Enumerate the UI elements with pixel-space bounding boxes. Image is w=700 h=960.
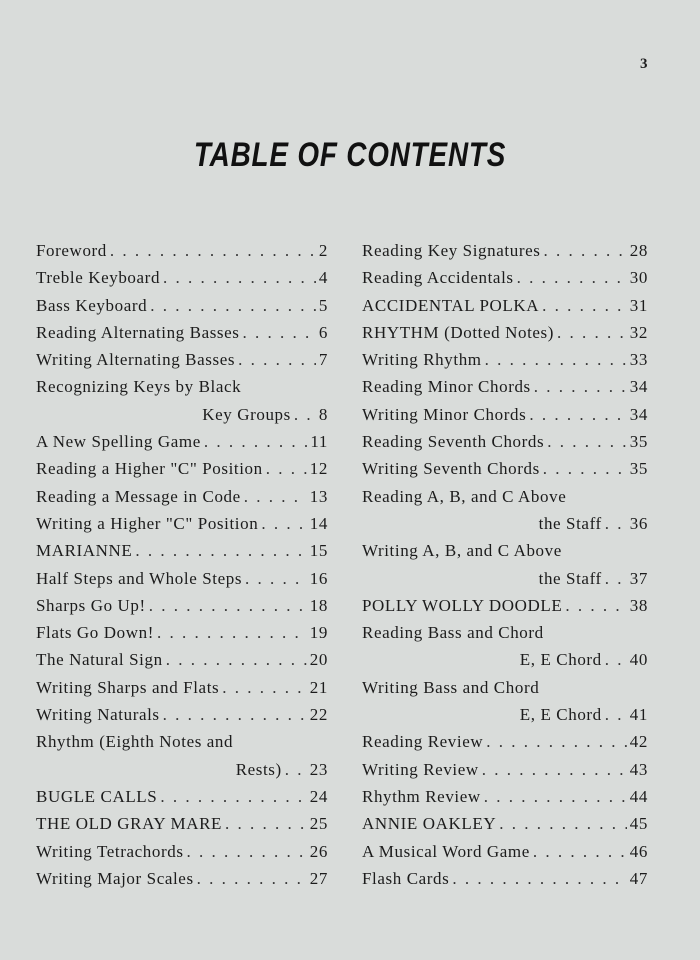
toc-entry-title: Treble Keyboard xyxy=(36,268,161,288)
dot-leader xyxy=(261,514,306,534)
dot-leader xyxy=(605,650,627,670)
toc-entry xyxy=(36,732,328,759)
toc-entry xyxy=(36,596,328,623)
toc-entry xyxy=(362,814,648,841)
toc-entry xyxy=(36,268,328,295)
toc-entry-page: 19 xyxy=(309,623,328,643)
toc-entry xyxy=(36,323,328,350)
toc-entry-page: 43 xyxy=(629,759,648,779)
toc-entry-title: Reading a Higher "C" Position xyxy=(36,459,263,479)
toc-entry-page: 42 xyxy=(629,732,648,752)
dot-leader xyxy=(543,459,627,479)
toc-entry-title: Writing Bass and Chord xyxy=(362,677,540,697)
toc-entry xyxy=(36,296,328,323)
dot-leader xyxy=(225,814,307,834)
toc-entry xyxy=(36,842,328,869)
toc-entry-continuation xyxy=(36,760,328,787)
dot-leader xyxy=(452,869,626,889)
toc-entry-page: 41 xyxy=(629,705,648,725)
dot-leader xyxy=(266,459,307,479)
toc-entry-page: 36 xyxy=(629,513,648,533)
toc-entry-title: Foreword xyxy=(36,241,107,260)
toc-entry xyxy=(362,869,648,896)
dot-leader xyxy=(163,705,307,725)
toc-entry-title: The Natural Sign xyxy=(36,650,163,670)
toc-entry-page: 38 xyxy=(629,595,648,615)
toc-entry-title: Bass Keyboard xyxy=(36,295,148,315)
toc-entry xyxy=(36,678,328,705)
toc-entry-page: 18 xyxy=(309,595,328,615)
toc-entry-title-continued: the Staff xyxy=(538,513,602,533)
dot-leader xyxy=(484,787,627,807)
toc-entry-title: Writing Rhythm xyxy=(362,350,482,370)
page-title: TABLE OF CONTENTS xyxy=(193,136,507,174)
toc-right-column xyxy=(362,241,648,896)
page-number: 3 xyxy=(640,56,648,72)
toc-entry-title: Writing Seventh Chords xyxy=(362,459,540,479)
toc-entry-page: 11 xyxy=(310,432,328,452)
toc-entry-title: A New Spelling Game xyxy=(36,432,201,452)
toc-entry-page: 34 xyxy=(629,377,648,397)
toc-left-column xyxy=(36,241,328,896)
toc-entry-title: Writing A, B, and C Above xyxy=(362,541,562,561)
toc-entry-page: 7 xyxy=(318,350,328,370)
dot-leader xyxy=(245,569,307,589)
toc-entry xyxy=(362,842,648,869)
dot-leader xyxy=(197,869,307,889)
toc-entry-title-continued: E, E Chord xyxy=(519,705,602,725)
toc-entry-title: POLLY WOLLY DOODLE xyxy=(362,595,563,615)
toc-entry-title-continued: Key Groups xyxy=(202,404,291,424)
dot-leader xyxy=(222,678,307,698)
toc-entry-title: Reading Seventh Chords xyxy=(362,432,545,452)
dot-leader xyxy=(149,596,307,616)
toc-entry-title: Writing Major Scales xyxy=(36,868,194,888)
toc-entry-page: 2 xyxy=(318,241,328,260)
toc-entry xyxy=(362,487,648,514)
toc-entry xyxy=(362,623,648,650)
toc-entry-page: 21 xyxy=(309,677,328,697)
dot-leader xyxy=(605,514,627,534)
dot-leader xyxy=(605,705,627,725)
toc-entry-continuation xyxy=(362,650,648,677)
toc-entry-title: THE OLD GRAY MARE xyxy=(36,814,223,834)
toc-entry xyxy=(36,487,328,514)
toc-entry-page: 40 xyxy=(629,650,648,670)
toc-entry-page: 25 xyxy=(309,814,328,834)
toc-entry-title: Reading Minor Chords xyxy=(362,377,531,397)
toc-entry xyxy=(362,432,648,459)
toc-entry-page: 4 xyxy=(318,268,328,288)
toc-entry xyxy=(36,569,328,596)
toc-entry xyxy=(36,869,328,896)
toc-entry xyxy=(362,405,648,432)
toc-entry-title: Writing Tetrachords xyxy=(36,841,184,861)
dot-leader xyxy=(110,241,316,261)
toc-entry-page: 35 xyxy=(629,432,648,452)
toc-entry xyxy=(36,350,328,377)
toc-entry-page: 46 xyxy=(629,841,648,861)
toc-entry xyxy=(36,432,328,459)
dot-leader xyxy=(557,323,627,343)
toc-entry-title: Writing Review xyxy=(362,759,479,779)
toc-entry-page: 30 xyxy=(629,268,648,288)
toc-entry-page: 45 xyxy=(629,814,648,834)
toc-entry-title: Sharps Go Up! xyxy=(36,595,146,615)
toc-entry-page: 8 xyxy=(318,404,328,424)
toc-entry-title-continued: Rests) xyxy=(235,759,282,779)
dot-leader xyxy=(542,296,627,316)
toc-entry-continuation xyxy=(362,705,648,732)
dot-leader xyxy=(499,814,627,834)
toc-entry xyxy=(362,377,648,404)
toc-entry xyxy=(36,377,328,404)
toc-entry-page: 34 xyxy=(629,404,648,424)
dot-leader xyxy=(238,350,316,370)
toc-entry xyxy=(362,268,648,295)
toc-entry-title: Rhythm (Eighth Notes and xyxy=(36,732,234,752)
toc-entry xyxy=(362,323,648,350)
toc-entry xyxy=(36,459,328,486)
toc-entry xyxy=(362,241,648,268)
toc-entry-page: 16 xyxy=(309,568,328,588)
dot-leader xyxy=(160,787,306,807)
toc-entry-title: ACCIDENTAL POLKA xyxy=(362,295,540,315)
toc-entry xyxy=(36,623,328,650)
toc-entry-title: Reading Accidentals xyxy=(362,268,514,288)
toc-entry xyxy=(362,678,648,705)
dot-leader xyxy=(605,569,627,589)
toc-entry-page: 28 xyxy=(629,241,648,260)
toc-entry xyxy=(362,350,648,377)
toc-entry-page: 27 xyxy=(309,868,328,888)
toc-entry xyxy=(36,541,328,568)
dot-leader xyxy=(547,432,627,452)
toc-entry xyxy=(36,241,328,268)
toc-entry-page: 13 xyxy=(309,486,328,506)
toc-entry-title: Recognizing Keys by Black xyxy=(36,377,242,397)
toc-entry-page: 14 xyxy=(309,513,328,533)
toc-entry-title: Rhythm Review xyxy=(362,786,481,806)
toc-entry-title: Writing Minor Chords xyxy=(362,404,527,424)
toc-entry-page: 23 xyxy=(309,759,328,779)
toc-entry-title-continued: the Staff xyxy=(538,568,602,588)
toc-entry-title-continued: E, E Chord xyxy=(519,650,602,670)
dot-leader xyxy=(243,323,316,343)
toc-entry-page: 35 xyxy=(629,459,648,479)
toc-entry-page: 5 xyxy=(318,295,328,315)
toc-entry-title: ANNIE OAKLEY xyxy=(362,814,497,834)
dot-leader xyxy=(565,596,626,616)
dot-leader xyxy=(482,760,627,780)
toc-entry-title: BUGLE CALLS xyxy=(36,786,158,806)
toc-entry-page: 31 xyxy=(629,295,648,315)
toc-entry-title: RHYTHM (Dotted Notes) xyxy=(362,322,555,342)
toc-entry-page: 33 xyxy=(629,350,648,370)
dot-leader xyxy=(533,842,627,862)
toc-entry xyxy=(362,596,648,623)
toc-entry-page: 12 xyxy=(309,459,328,479)
toc-entry-title: Reading a Message in Code xyxy=(36,486,241,506)
dot-leader xyxy=(517,268,627,288)
toc-entry xyxy=(36,514,328,541)
toc-entry-title: Reading Alternating Basses xyxy=(36,322,240,342)
toc-entry xyxy=(362,296,648,323)
dot-leader xyxy=(534,377,627,397)
toc-entry-page: 37 xyxy=(629,568,648,588)
toc-entry-title: Writing Sharps and Flats xyxy=(36,677,220,697)
toc-entry xyxy=(36,705,328,732)
toc-entry xyxy=(362,541,648,568)
dot-leader xyxy=(529,405,626,425)
dot-leader xyxy=(163,268,316,288)
toc-entry-title: Reading Key Signatures xyxy=(362,241,541,260)
dot-leader xyxy=(204,432,308,452)
toc-entry-title: Flats Go Down! xyxy=(36,623,154,643)
toc-entry xyxy=(362,732,648,759)
dot-leader xyxy=(543,241,626,261)
dot-leader xyxy=(157,623,307,643)
toc-entry xyxy=(36,787,328,814)
dot-leader xyxy=(294,405,316,425)
dot-leader xyxy=(150,296,316,316)
toc-entry-page: 6 xyxy=(318,322,328,342)
toc-entry-title: Half Steps and Whole Steps xyxy=(36,568,243,588)
toc-entry xyxy=(362,459,648,486)
toc-entry-page: 26 xyxy=(309,841,328,861)
toc-entry-continuation xyxy=(362,514,648,541)
dot-leader xyxy=(135,541,306,561)
toc-entry-page: 47 xyxy=(629,868,648,888)
toc-entry-continuation xyxy=(362,569,648,596)
toc-entry xyxy=(36,814,328,841)
toc-entry-page: 15 xyxy=(309,541,328,561)
dot-leader xyxy=(166,650,307,670)
toc-entry-continuation xyxy=(36,405,328,432)
toc-entry-title: A Musical Word Game xyxy=(362,841,530,861)
dot-leader xyxy=(485,350,627,370)
toc-entry xyxy=(362,787,648,814)
toc-entry-page: 22 xyxy=(309,705,328,725)
dot-leader xyxy=(187,842,307,862)
toc-entry-title: Flash Cards xyxy=(362,868,450,888)
toc-entry xyxy=(362,760,648,787)
toc-entry-page: 24 xyxy=(309,786,328,806)
toc-entry-title: MARIANNE xyxy=(36,541,133,561)
toc-entry xyxy=(36,650,328,677)
toc-entry-title: Reading Bass and Chord xyxy=(362,623,544,643)
toc-entry-page: 32 xyxy=(629,322,648,342)
toc-entry-title: Writing a Higher "C" Position xyxy=(36,513,259,533)
dot-leader xyxy=(244,487,307,507)
toc-entry-title: Reading Review xyxy=(362,732,484,752)
dot-leader xyxy=(285,760,307,780)
toc-entry-page: 44 xyxy=(629,786,648,806)
toc-entry-title: Writing Alternating Basses xyxy=(36,350,236,370)
toc-entry-page: 20 xyxy=(309,650,328,670)
toc-entry-title: Writing Naturals xyxy=(36,705,160,725)
dot-leader xyxy=(486,732,627,752)
toc-entry-title: Reading A, B, and C Above xyxy=(362,486,567,506)
